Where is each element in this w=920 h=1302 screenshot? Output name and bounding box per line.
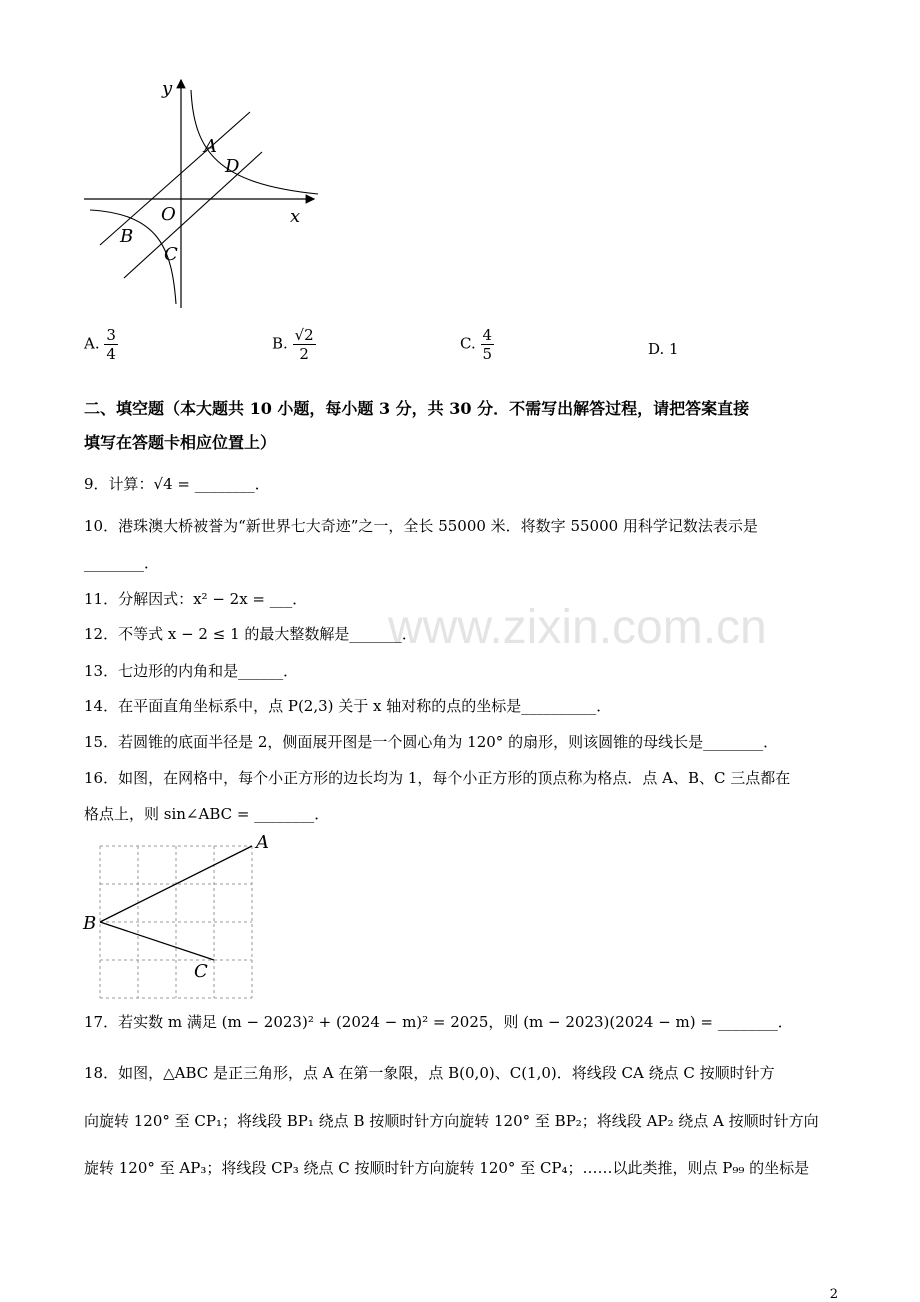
question-14: 14．在平面直角坐标系中，点 P(2,3) 关于 x 轴对称的点的坐标是__________． xyxy=(84,697,612,715)
label-b: B xyxy=(120,226,134,247)
question-17: 17．若实数 m 满足 (m − 2023)² + (2024 − m)² = 2025，则 (m − 2023)(2024 − m) = ________． xyxy=(84,1013,793,1031)
page-number: 2 xyxy=(829,1287,838,1302)
label-a: A xyxy=(204,136,217,157)
grid-label-a: A xyxy=(256,832,269,853)
choice-b-letter: B. xyxy=(272,334,288,353)
grid-label-c: C xyxy=(194,961,208,982)
choice-c xyxy=(460,326,494,363)
question-10-line-1: 10．港珠澳大桥被誉为“新世界七大奇迹”之一，全长 55000 米．将数字 55000 用科学记数法表示是 xyxy=(84,517,758,535)
segment-ba xyxy=(100,846,252,922)
question-10-line-2: ________． xyxy=(84,554,160,572)
question-12: 12．不等式 x − 2 ≤ 1 的最大整数解是_______． xyxy=(84,625,417,643)
label-c: C xyxy=(164,244,178,265)
line-cd xyxy=(124,152,262,278)
grid-figure xyxy=(80,830,280,1002)
question-13: 13．七边形的内角和是______． xyxy=(84,662,299,680)
choice-d xyxy=(648,340,679,358)
grid-label-b: B xyxy=(83,913,97,934)
choice-a xyxy=(84,326,118,363)
choice-d-text: 1 xyxy=(669,340,679,358)
question-18-line-1: 18．如图，△ABC 是正三角形，点 A 在第一象限，点 B(0,0)、C(1,0)．将线段 CA 绕点 C 按顺时针方 xyxy=(84,1064,775,1082)
question-16-line-2: 格点上，则 sin∠ABC = ________． xyxy=(84,805,330,823)
choice-b-num: √2 xyxy=(294,326,314,344)
hyperbola-graph xyxy=(78,72,328,312)
choice-a-letter: A. xyxy=(84,334,100,353)
question-9: 9．计算：√4 = ________． xyxy=(84,475,270,493)
label-d: D xyxy=(225,156,240,177)
label-y: y xyxy=(162,78,173,99)
choice-a-num: 3 xyxy=(106,326,116,344)
label-o: O xyxy=(161,204,176,225)
label-x: x xyxy=(290,206,301,227)
choice-d-letter: D. xyxy=(648,340,665,358)
watermark: www.zixin.com.cn xyxy=(388,601,767,654)
section-2-header-line-1: 二、填空题（本大题共 10 小题，每小题 3 分，共 30 分．不需写出解答过程，请把答案直接 xyxy=(84,399,750,418)
choice-a-fraction xyxy=(104,326,118,363)
question-16-line-1: 16．如图，在网格中，每个小正方形的边长均为 1，每个小正方形的顶点称为格点．点 A、B、C 三点都在 xyxy=(84,769,791,787)
choice-c-letter: C. xyxy=(460,334,476,353)
question-15: 15．若圆锥的底面半径是 2，侧面展开图是一个圆心角为 120° 的扇形，则该圆锥的母线长是________． xyxy=(84,733,779,751)
question-11: 11．分解因式：x² − 2x = ___． xyxy=(84,590,308,608)
segment-bc xyxy=(100,922,214,960)
choice-c-den: 5 xyxy=(482,345,493,363)
choice-a-den: 4 xyxy=(106,345,116,363)
choice-b-den: 2 xyxy=(299,345,309,363)
question-18-line-3: 旋转 120° 至 AP₃；将线段 CP₃ 绕点 C 按顺时针方向旋转 120° 至 CP₄；……以此类推，则点 P₉₉ 的坐标是 xyxy=(84,1159,810,1177)
section-2-header-line-2: 填写在答题卡相应位置上） xyxy=(84,433,277,452)
choice-c-num: 4 xyxy=(482,326,493,344)
choice-b xyxy=(272,326,316,363)
choice-b-fraction xyxy=(293,326,316,363)
choice-c-fraction xyxy=(481,326,495,363)
question-18-line-2: 向旋转 120° 至 CP₁；将线段 BP₁ 绕点 B 按顺时针方向旋转 120° 至 BP₂；将线段 AP₂ 绕点 A 按顺时针方向 xyxy=(84,1112,819,1130)
